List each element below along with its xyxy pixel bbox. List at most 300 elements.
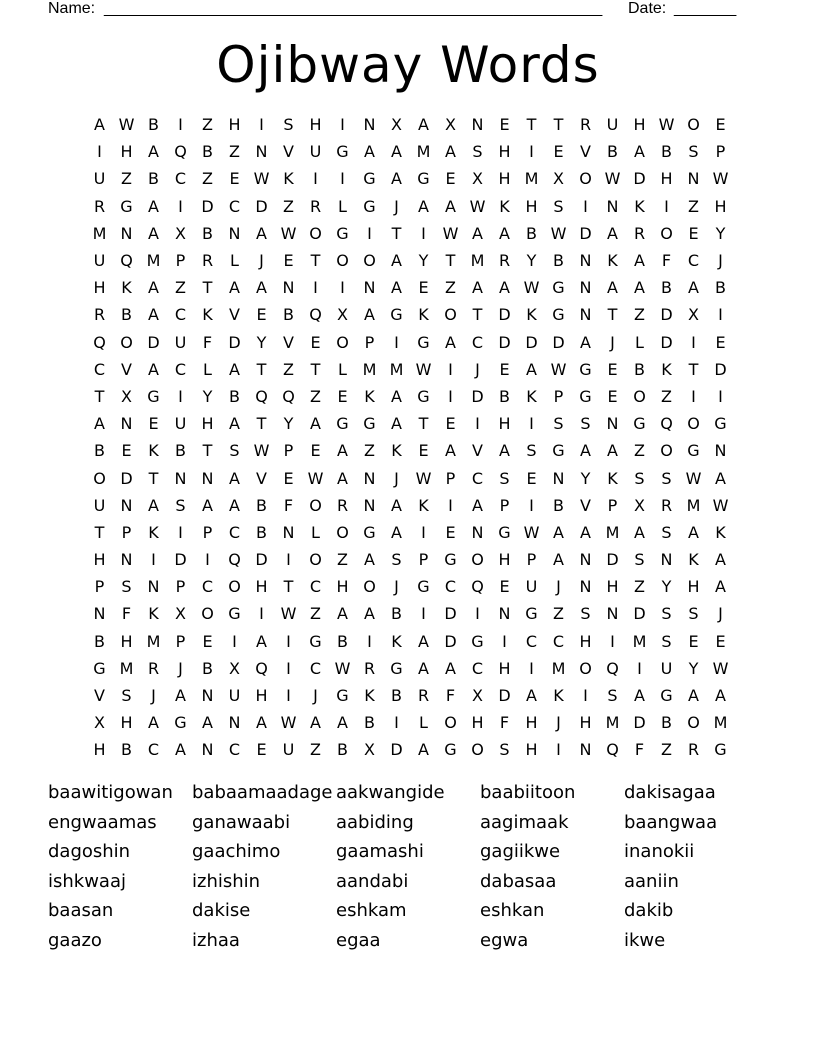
grid-letter: W	[712, 658, 729, 678]
grid-letter: A	[499, 223, 510, 243]
grid-letter: J	[151, 686, 156, 706]
grid-letter: V	[472, 441, 483, 461]
word-bank-item: gagiikwe	[480, 841, 561, 863]
grid-letter: T	[391, 223, 402, 243]
grid-letter: T	[202, 278, 213, 298]
grid-letter: D	[255, 196, 268, 216]
grid-letter: R	[660, 495, 673, 515]
grid-letter: A	[337, 604, 348, 624]
grid-letter: P	[553, 386, 564, 406]
grid-letter: A	[634, 251, 645, 271]
grid-letter: T	[607, 305, 618, 325]
grid-letter: Z	[121, 169, 132, 189]
grid-letter: O	[363, 577, 376, 597]
grid-letter: A	[472, 223, 483, 243]
grid-letter: Q	[606, 658, 619, 678]
grid-letter: R	[417, 686, 430, 706]
grid-letter: E	[715, 115, 726, 135]
grid-letter: A	[391, 522, 402, 542]
word-bank-item: dakisagaa	[624, 782, 716, 803]
grid-letter: K	[148, 441, 159, 461]
word-bank-item: eshkan	[480, 900, 545, 922]
grid-letter: G	[498, 522, 511, 542]
grid-letter: J	[718, 251, 723, 271]
grid-letter: C	[552, 631, 565, 651]
grid-letter: N	[579, 251, 592, 271]
grid-letter: Z	[337, 550, 348, 570]
grid-letter: M	[416, 142, 431, 162]
grid-letter: W	[712, 169, 729, 189]
grid-letter: A	[229, 278, 240, 298]
grid-row	[86, 736, 734, 763]
grid-letter: X	[445, 115, 456, 135]
word-bank-item: babaamaadage	[192, 782, 333, 803]
grid-letter: I	[448, 386, 453, 406]
grid-letter: B	[553, 251, 564, 271]
grid-letter: P	[283, 441, 294, 461]
grid-letter: Y	[283, 414, 294, 434]
grid-letter: A	[580, 522, 591, 542]
grid-letter: H	[93, 550, 106, 570]
grid-letter: K	[688, 550, 699, 570]
grid-letter: E	[445, 169, 456, 189]
grid-letter: A	[418, 631, 429, 651]
grid-letter: I	[448, 495, 453, 515]
grid-letter: G	[363, 522, 376, 542]
grid-letter: A	[202, 495, 213, 515]
grid-letter: R	[498, 251, 511, 271]
grid-row	[86, 111, 734, 138]
grid-row	[86, 519, 734, 546]
grid-letter: N	[363, 468, 376, 488]
grid-letter: G	[309, 631, 322, 651]
grid-letter: S	[229, 441, 240, 461]
grid-letter: G	[336, 142, 349, 162]
grid-letter: A	[337, 468, 348, 488]
grid-letter: X	[634, 495, 645, 515]
grid-letter: S	[499, 468, 510, 488]
grid-letter: G	[552, 441, 565, 461]
grid-letter: I	[367, 223, 372, 243]
grid-row	[86, 492, 734, 519]
grid-letter: K	[634, 196, 645, 216]
grid-letter: T	[94, 522, 105, 542]
grid-letter: H	[579, 713, 592, 733]
grid-letter: A	[634, 142, 645, 162]
grid-letter: I	[340, 115, 345, 135]
grid-letter: A	[94, 414, 105, 434]
grid-letter: B	[634, 359, 645, 379]
grid-letter: A	[229, 495, 240, 515]
grid-letter: U	[606, 115, 619, 135]
word-bank-item: izhaa	[192, 929, 240, 951]
grid-letter: D	[633, 169, 646, 189]
grid-letter: X	[229, 658, 240, 678]
grid-letter: K	[607, 251, 618, 271]
grid-letter: O	[309, 223, 322, 243]
grid-letter: H	[255, 686, 268, 706]
grid-letter: P	[202, 522, 213, 542]
grid-letter: M	[146, 251, 161, 271]
grid-letter: I	[178, 386, 183, 406]
grid-letter: N	[120, 550, 133, 570]
letter-grid	[86, 111, 734, 764]
grid-letter: E	[256, 305, 267, 325]
grid-letter: I	[259, 604, 264, 624]
grid-letter: N	[363, 495, 376, 515]
word-bank	[48, 778, 768, 956]
grid-letter: B	[553, 495, 564, 515]
grid-letter: I	[610, 631, 615, 651]
grid-letter: D	[255, 550, 268, 570]
grid-letter: T	[256, 414, 267, 434]
grid-letter: N	[201, 468, 214, 488]
grid-letter: A	[337, 441, 348, 461]
grid-letter: Q	[255, 658, 268, 678]
grid-letter: S	[661, 468, 672, 488]
grid-letter: Z	[229, 142, 240, 162]
grid-letter: A	[715, 550, 726, 570]
grid-letter: N	[579, 278, 592, 298]
grid-letter: I	[421, 223, 426, 243]
grid-letter: F	[121, 604, 132, 624]
grid-letter: T	[202, 441, 213, 461]
grid-letter: N	[579, 550, 592, 570]
grid-letter: A	[310, 414, 321, 434]
grid-letter: M	[146, 631, 161, 651]
grid-letter: T	[256, 359, 267, 379]
grid-letter: V	[94, 686, 105, 706]
grid-letter: U	[93, 251, 106, 271]
grid-letter: W	[253, 169, 270, 189]
grid-letter: O	[444, 713, 457, 733]
grid-letter: U	[174, 414, 187, 434]
grid-letter: V	[229, 305, 240, 325]
grid-letter: H	[120, 142, 133, 162]
grid-letter: I	[97, 142, 102, 162]
grid-letter: A	[148, 196, 159, 216]
grid-letter: M	[524, 169, 539, 189]
grid-letter: O	[579, 169, 592, 189]
grid-letter: Z	[283, 196, 294, 216]
grid-letter: G	[552, 278, 565, 298]
grid-letter: J	[475, 359, 480, 379]
grid-row	[86, 220, 734, 247]
grid-letter: O	[201, 604, 214, 624]
word-bank-item: baabiitoon	[480, 782, 576, 803]
grid-letter: J	[394, 577, 399, 597]
grid-letter: N	[363, 115, 376, 135]
grid-letter: V	[283, 142, 294, 162]
grid-letter: P	[445, 468, 456, 488]
grid-letter: K	[499, 196, 510, 216]
grid-letter: X	[472, 169, 483, 189]
grid-letter: S	[661, 522, 672, 542]
grid-letter: D	[120, 468, 133, 488]
grid-letter: B	[607, 142, 618, 162]
grid-letter: H	[255, 577, 268, 597]
word-bank-row	[48, 926, 768, 956]
grid-letter: I	[691, 386, 696, 406]
grid-letter: I	[178, 115, 183, 135]
grid-letter: N	[201, 686, 214, 706]
grid-letter: V	[580, 495, 591, 515]
grid-letter: D	[606, 550, 619, 570]
grid-letter: A	[634, 522, 645, 542]
grid-letter: B	[391, 604, 402, 624]
grid-letter: H	[120, 713, 133, 733]
grid-letter: E	[283, 251, 294, 271]
word-bank-item: izhishin	[192, 870, 261, 892]
grid-letter: S	[499, 740, 510, 760]
grid-letter: R	[687, 740, 700, 760]
grid-letter: R	[633, 223, 646, 243]
grid-letter: I	[313, 278, 318, 298]
grid-letter: G	[417, 577, 430, 597]
grid-letter: J	[718, 604, 723, 624]
grid-letter: I	[421, 522, 426, 542]
grid-letter: A	[499, 278, 510, 298]
grid-row	[86, 165, 734, 192]
grid-letter: G	[714, 740, 727, 760]
grid-letter: O	[336, 251, 349, 271]
grid-letter: K	[391, 631, 402, 651]
grid-row	[86, 600, 734, 627]
grid-letter: D	[471, 386, 484, 406]
grid-letter: X	[553, 169, 564, 189]
grid-letter: K	[148, 522, 159, 542]
grid-letter: A	[445, 142, 456, 162]
grid-letter: B	[661, 278, 672, 298]
header	[48, 0, 748, 20]
grid-letter: A	[688, 522, 699, 542]
grid-letter: N	[120, 414, 133, 434]
grid-letter: T	[418, 414, 429, 434]
grid-letter: N	[579, 305, 592, 325]
grid-letter: L	[311, 522, 320, 542]
grid-letter: I	[529, 658, 534, 678]
grid-letter: I	[178, 522, 183, 542]
grid-letter: D	[390, 740, 403, 760]
grid-letter: W	[280, 223, 297, 243]
grid-letter: F	[283, 495, 294, 515]
grid-letter: P	[94, 577, 105, 597]
name-blank: ________________________________________________________	[104, 0, 603, 17]
grid-letter: Z	[688, 196, 699, 216]
grid-letter: M	[632, 631, 647, 651]
grid-letter: E	[688, 223, 699, 243]
grid-letter: W	[118, 115, 135, 135]
grid-letter: Y	[256, 332, 267, 352]
grid-letter: Y	[688, 658, 699, 678]
grid-letter: B	[121, 305, 132, 325]
grid-letter: A	[499, 441, 510, 461]
word-bank-item: baangwaa	[624, 811, 718, 833]
grid-letter: K	[607, 468, 618, 488]
grid-letter: K	[364, 386, 375, 406]
grid-letter: T	[283, 577, 294, 597]
grid-letter: S	[607, 686, 618, 706]
grid-letter: F	[634, 740, 645, 760]
grid-letter: S	[688, 604, 699, 624]
grid-letter: R	[363, 658, 376, 678]
grid-letter: B	[175, 441, 186, 461]
grid-letter: A	[607, 223, 618, 243]
grid-letter: J	[394, 196, 399, 216]
grid-letter: A	[148, 495, 159, 515]
grid-letter: A	[256, 223, 267, 243]
grid-letter: N	[147, 577, 160, 597]
grid-letter: A	[445, 196, 456, 216]
grid-letter: P	[121, 522, 132, 542]
grid-letter: A	[175, 686, 186, 706]
grid-letter: K	[526, 386, 537, 406]
grid-letter: B	[499, 386, 510, 406]
grid-letter: Y	[202, 386, 213, 406]
grid-letter: K	[418, 495, 429, 515]
grid-letter: H	[498, 414, 511, 434]
grid-letter: N	[282, 278, 295, 298]
grid-letter: V	[283, 332, 294, 352]
grid-row	[86, 628, 734, 655]
grid-letter: B	[148, 169, 159, 189]
word-bank-item: baasan	[48, 900, 114, 922]
grid-letter: F	[202, 332, 213, 352]
grid-letter: Q	[93, 332, 106, 352]
grid-letter: A	[256, 278, 267, 298]
grid-letter: S	[553, 414, 564, 434]
word-bank-item: dagoshin	[48, 841, 131, 863]
grid-letter: P	[526, 550, 537, 570]
word-bank-item: gaazo	[48, 929, 102, 951]
grid-row	[86, 573, 734, 600]
grid-letter: L	[338, 196, 347, 216]
grid-letter: G	[552, 305, 565, 325]
name-label: Name:	[48, 0, 96, 17]
grid-letter: H	[714, 196, 727, 216]
grid-letter: W	[550, 359, 567, 379]
grid-letter: K	[715, 522, 726, 542]
grid-letter: N	[201, 740, 214, 760]
word-bank-item: inanokii	[624, 841, 695, 863]
grid-letter: A	[256, 631, 267, 651]
grid-letter: A	[580, 441, 591, 461]
grid-letter: K	[364, 686, 375, 706]
grid-letter: Q	[255, 386, 268, 406]
grid-letter: A	[607, 441, 618, 461]
grid-letter: X	[175, 223, 186, 243]
grid-letter: H	[633, 115, 646, 135]
grid-letter: M	[713, 713, 728, 733]
grid-letter: I	[259, 115, 264, 135]
grid-letter: R	[147, 658, 160, 678]
grid-letter: F	[661, 251, 672, 271]
grid-letter: P	[715, 142, 726, 162]
grid-row	[86, 709, 734, 736]
grid-letter: I	[286, 658, 291, 678]
grid-letter: A	[148, 305, 159, 325]
grid-letter: G	[228, 604, 241, 624]
grid-letter: S	[688, 142, 699, 162]
grid-letter: A	[391, 251, 402, 271]
grid-letter: Y	[526, 251, 537, 271]
grid-letter: H	[498, 142, 511, 162]
grid-letter: C	[93, 359, 106, 379]
grid-letter: G	[579, 359, 592, 379]
grid-letter: M	[389, 359, 404, 379]
grid-letter: E	[607, 386, 618, 406]
grid-letter: T	[310, 251, 321, 271]
grid-letter: I	[394, 332, 399, 352]
grid-letter: N	[282, 522, 295, 542]
grid-letter: U	[660, 658, 673, 678]
grid-letter: P	[364, 332, 375, 352]
grid-letter: B	[391, 686, 402, 706]
grid-letter: H	[93, 740, 106, 760]
grid-letter: G	[660, 686, 673, 706]
grid-letter: B	[337, 631, 348, 651]
grid-letter: H	[120, 631, 133, 651]
grid-letter: M	[605, 522, 620, 542]
grid-letter: C	[471, 468, 484, 488]
grid-letter: Q	[606, 740, 619, 760]
grid-letter: I	[475, 604, 480, 624]
grid-letter: E	[607, 359, 618, 379]
grid-letter: Z	[283, 359, 294, 379]
grid-letter: D	[633, 713, 646, 733]
grid-letter: A	[715, 577, 726, 597]
grid-letter: J	[259, 251, 264, 271]
grid-letter: I	[718, 386, 723, 406]
grid-letter: G	[93, 658, 106, 678]
grid-letter: E	[445, 522, 456, 542]
grid-letter: K	[553, 686, 564, 706]
grid-letter: I	[664, 196, 669, 216]
grid-letter: B	[202, 658, 213, 678]
word-bank-item: ikwe	[624, 929, 666, 951]
grid-letter: W	[442, 223, 459, 243]
grid-letter: L	[635, 332, 644, 352]
grid-letter: U	[309, 142, 322, 162]
grid-letter: A	[175, 740, 186, 760]
grid-letter: A	[580, 332, 591, 352]
grid-letter: N	[228, 223, 241, 243]
grid-letter: I	[286, 631, 291, 651]
word-bank-item: ganawaabi	[192, 811, 291, 833]
grid-letter: N	[687, 169, 700, 189]
word-bank-row	[48, 867, 768, 897]
grid-letter: F	[499, 713, 510, 733]
grid-letter: L	[230, 251, 239, 271]
grid-letter: A	[715, 686, 726, 706]
grid-letter: O	[336, 332, 349, 352]
grid-letter: L	[338, 359, 347, 379]
grid-letter: A	[391, 278, 402, 298]
grid-letter: A	[94, 115, 105, 135]
grid-letter: X	[688, 305, 699, 325]
grid-letter: H	[498, 658, 511, 678]
grid-letter: B	[148, 115, 159, 135]
grid-letter: K	[283, 169, 294, 189]
grid-letter: A	[418, 115, 429, 135]
grid-letter: U	[282, 740, 295, 760]
grid-letter: E	[715, 332, 726, 352]
grid-letter: N	[714, 441, 727, 461]
grid-letter: I	[475, 414, 480, 434]
grid-letter: A	[472, 278, 483, 298]
grid-letter: O	[120, 332, 133, 352]
grid-letter: A	[148, 278, 159, 298]
